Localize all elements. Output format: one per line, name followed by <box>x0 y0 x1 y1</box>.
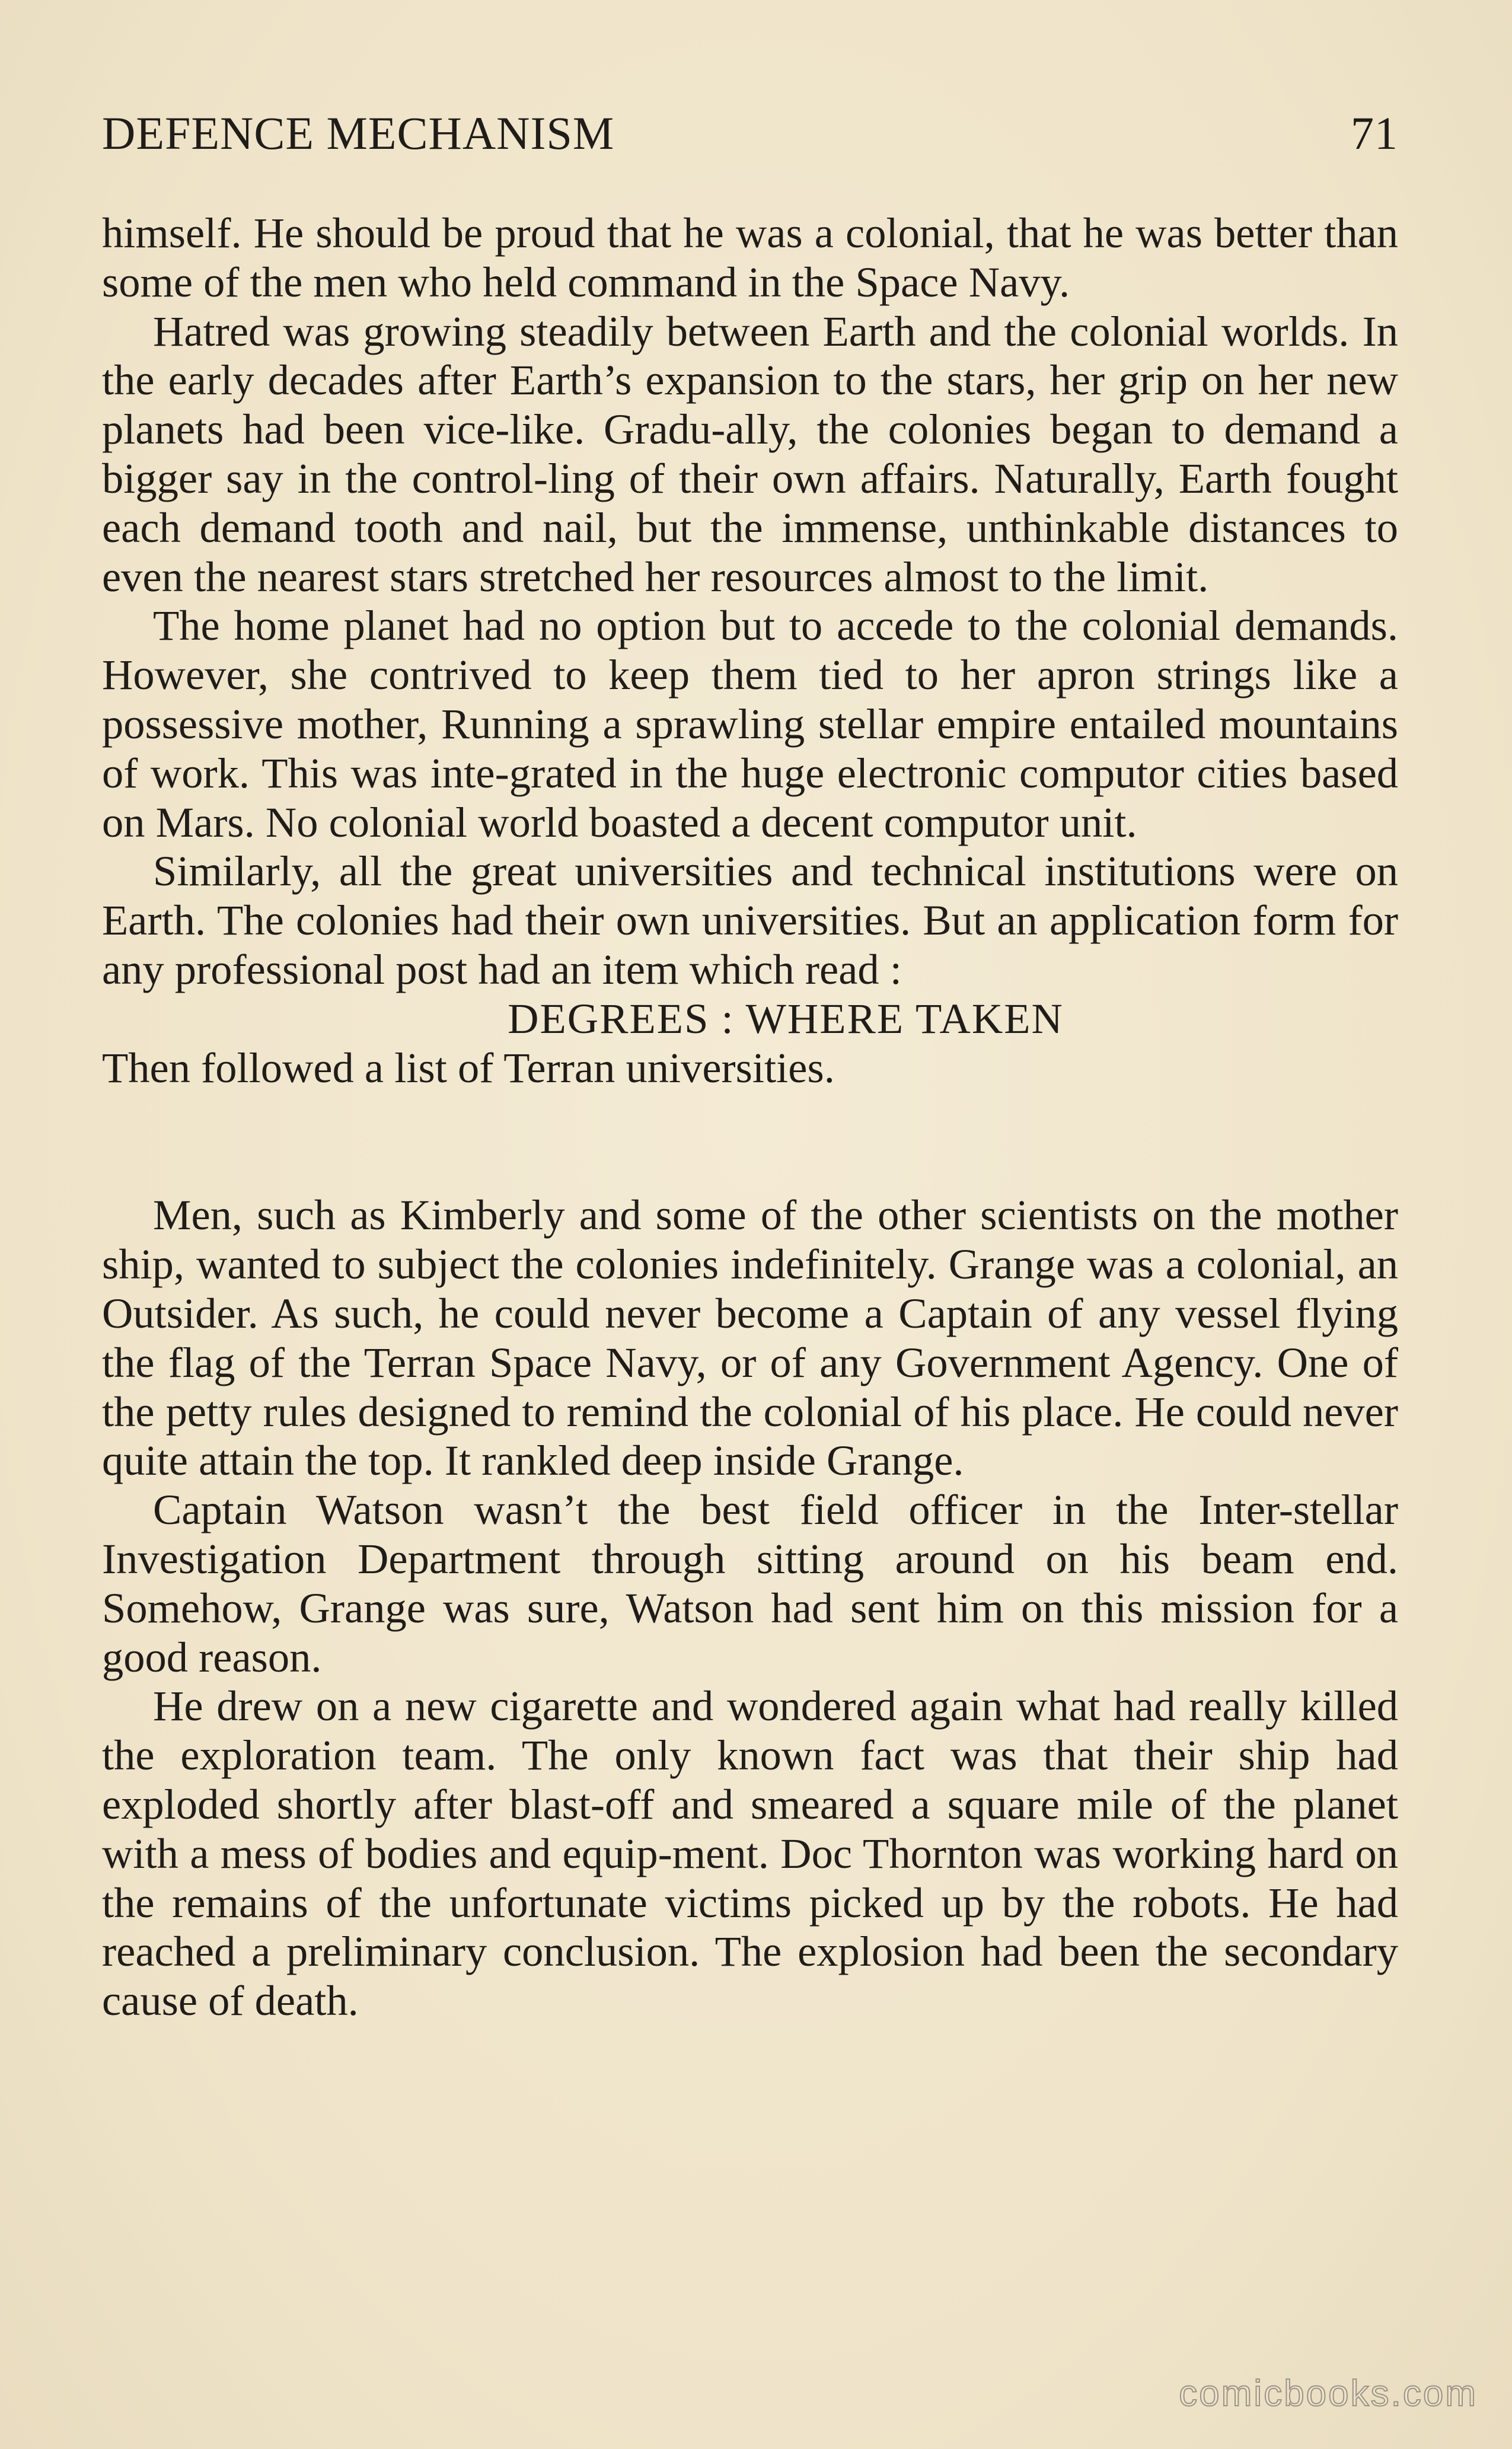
body-text <box>102 209 1398 2026</box>
paragraph: He drew on a new cigarette and wondered again what had really killed the exploration team. The only known fact was that their ship had exploded shortly after blast-off and smeared a square mile of the planet with a mess of bodies and equip-ment. Doc Thornton was working hard on the remains of the unfortunate victims picked up by the robots. He had reached a preliminary conclusion. The explosion had been the secondary cause of death. <box>102 1682 1398 2025</box>
form-item-heading: DEGREES : WHERE TAKEN <box>508 994 1064 1042</box>
paragraph: Then followed a list of Terran universities. <box>102 1043 835 1092</box>
paragraph: Captain Watson wasn’t the best field officer in the Inter-stellar Investigation Department through sitting around on his beam end. Somehow, Grange was sure, Watson had sent him on this mission for a good reason. <box>102 1485 1398 1681</box>
watermark: comicbooks.com <box>1179 2373 1478 2414</box>
page-header <box>102 107 1398 172</box>
paragraph: himself. He should be proud that he was a colonial, that he was better than some of the men who held command in the Space Navy. <box>102 209 1398 306</box>
running-title: DEFENCE MECHANISM <box>102 107 615 159</box>
paragraph: Men, such as Kimberly and some of the other scientists on the mother ship, wanted to subject the colonies indefinitely. Grange was a colonial, an Outsider. As such, he could never become a Captain of any vessel flying the flag of the Terran Space Navy, or of any Government Agency. One of the petty rules designed to remind the colonial of his place. He could never quite attain the top. It rankled deep inside Grange. <box>102 1191 1398 1485</box>
paragraph: Similarly, all the great universities and technical institutions were on Earth. The colonies had their own universities. But an application form for any professional post had an item which read : <box>102 847 1398 993</box>
page-number: 71 <box>1351 107 1398 159</box>
section-break <box>102 1092 1398 1191</box>
paragraph: The home planet had no option but to accede to the colonial demands. However, she contrived to keep them tied to her apron strings like a possessive mother, Running a sprawling stellar empire entailed mountains of work. This was inte-grated in the huge electronic computor cities based on Mars. No colonial world boasted a decent computor unit. <box>102 601 1398 846</box>
paragraph: Hatred was growing steadily between Earth and the colonial worlds. In the early decades after Earth’s expansion to the stars, her grip on her new planets had been vice-like. Gradu-ally, the colonies began to demand a bigger say in the control-ling of their own affairs. Naturally, Earth fought each demand tooth and nail, but the immense, unthinkable distances to even the nearest stars stretched her resources almost to the limit. <box>102 307 1398 601</box>
